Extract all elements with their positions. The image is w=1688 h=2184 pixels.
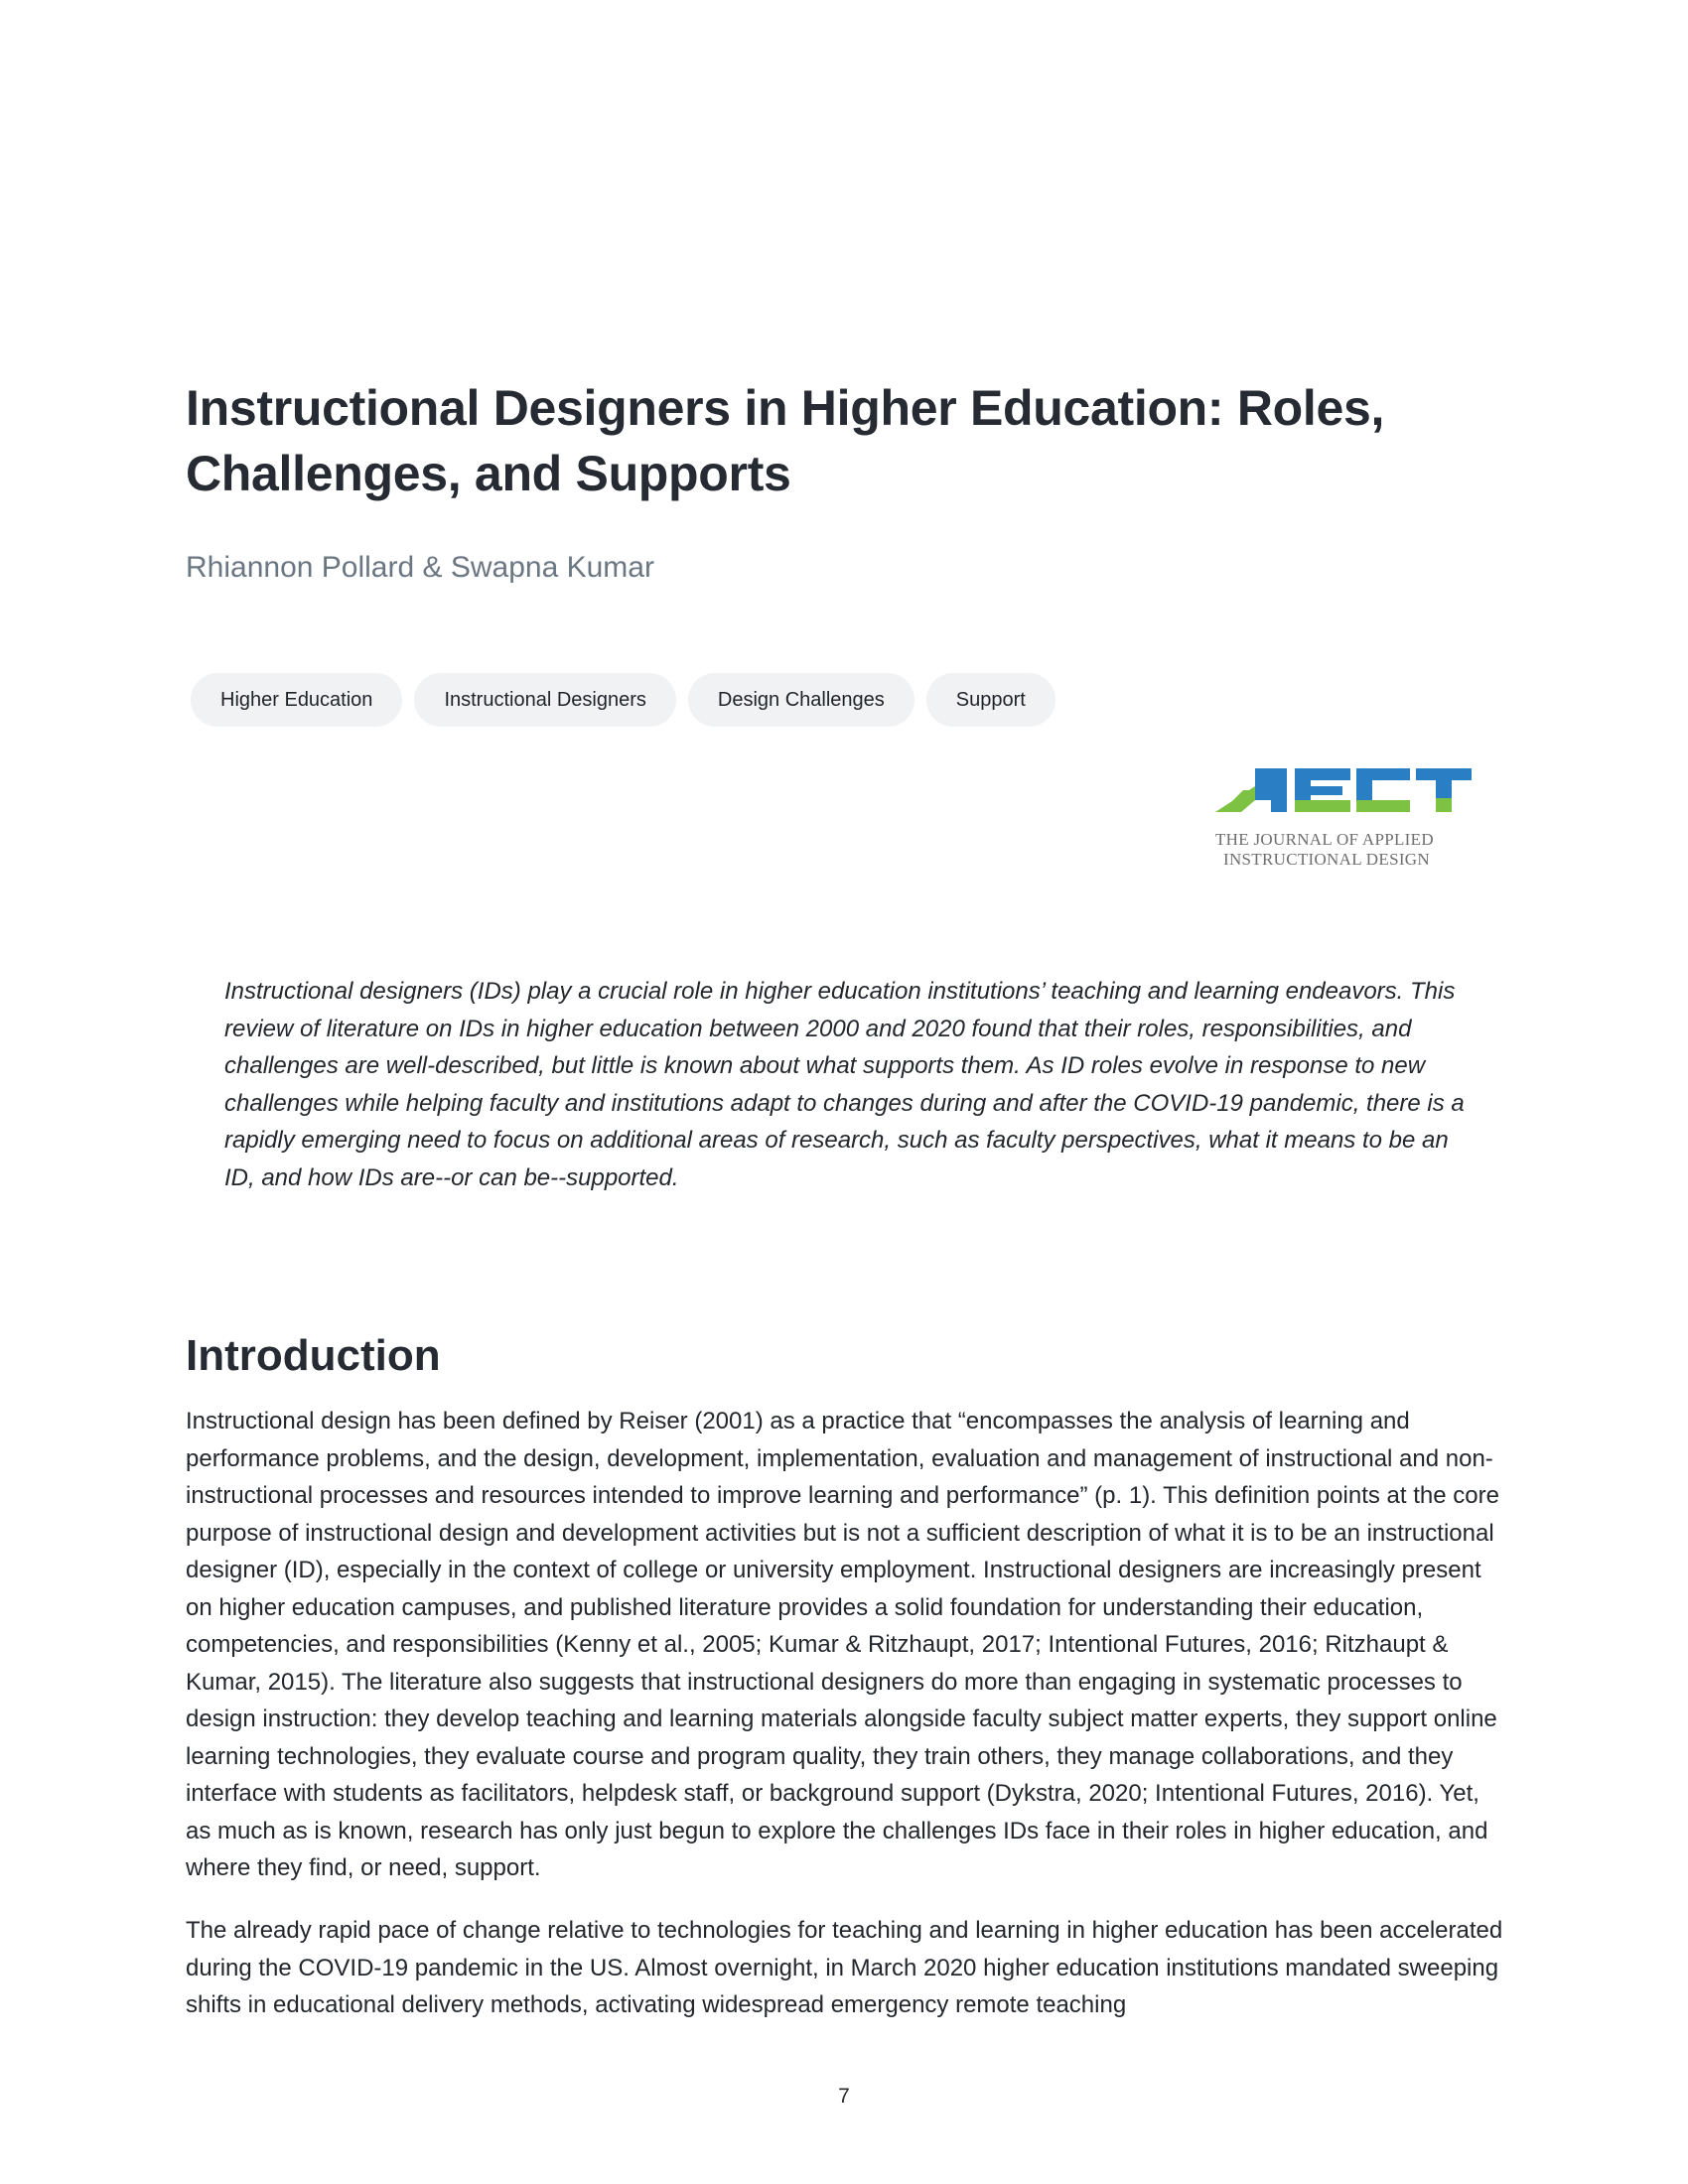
tag-support[interactable]: Support	[926, 673, 1055, 727]
aect-journal-logo	[1215, 768, 1474, 878]
article-abstract: Instructional designers (IDs) play a crucial role in higher education institutions’ teaching and learning endeavors. This review of literature on IDs in higher education between 2000 and 2020 found that their roles, responsibilities, and challenges are well-described, but little is known about what supports them. As ID roles evolve in response to new challenges while helping faculty and institutions adapt to changes during and after the COVID-19 pandemic, there is a rapidly emerging need to focus on additional areas of research, such as faculty perspectives, what it means to be an ID, and how IDs are--or can be--supported.	[224, 978, 1465, 1191]
tag-instructional-designers[interactable]: Instructional Designers	[414, 673, 675, 727]
tag-higher-education[interactable]: Higher Education	[191, 673, 402, 727]
article-title: Instructional Designers in Higher Education: Roles, Challenges, and Supports	[186, 380, 1385, 501]
logo-line-2: INSTRUCTIONAL DESIGN	[1223, 850, 1430, 869]
page-number: 7	[838, 2085, 850, 2108]
introduction-paragraph-1: Instructional design has been defined by Reiser (2001) as a practice that “encompasses the analysis of learning and performance problems, and the design, development, implementation, evaluation and management of instructional and non-instructional processes and resources intended to improve learning and performance” (p. 1). This definition points at the core purpose of instructional design and development activities but is not a sufficient description of what it is to be an instructional designer (ID), especially in the context of college or university employment. Instructional designers are increasingly present on higher education campuses, and published literature provides a solid foundation for understanding their education, competencies, and responsibilities (Kenny et al., 2005; Kumar & Ritzhaupt, 2017; Intentional Futures, 2016; Ritzhaupt & Kumar, 2015). The literature also suggests that instructional designers do more than engaging in systematic processes to design instruction: they develop teaching and learning materials alongside faculty subject matter experts, they support online learning technologies, they evaluate course and program quality, they train others, they manage collaborations, and they interface with students as facilitators, helpdesk staff, or background support (Dykstra, 2020; Intentional Futures, 2016). Yet, as much as is known, research has only just begun to explore the challenges IDs face in their roles in higher education, and where they find, or need, support.	[186, 1408, 1499, 1881]
introduction-heading: Introduction	[186, 1331, 441, 1380]
tag-design-challenges[interactable]: Design Challenges	[688, 673, 914, 727]
logo-line-1: THE JOURNAL OF APPLIED	[1215, 830, 1434, 849]
aect-wordmark-icon	[1215, 768, 1474, 822]
keyword-tags	[191, 673, 1055, 727]
introduction-paragraph-2: The already rapid pace of change relative to technologies for teaching and learning in higher education has been accelerated during the COVID-19 pandemic in the US. Almost overnight, in March 2020 higher education institutions mandated sweeping shifts in educational delivery methods, activating widespread emergency remote teaching	[186, 1917, 1503, 2018]
article-authors: Rhiannon Pollard & Swapna Kumar	[186, 551, 654, 584]
